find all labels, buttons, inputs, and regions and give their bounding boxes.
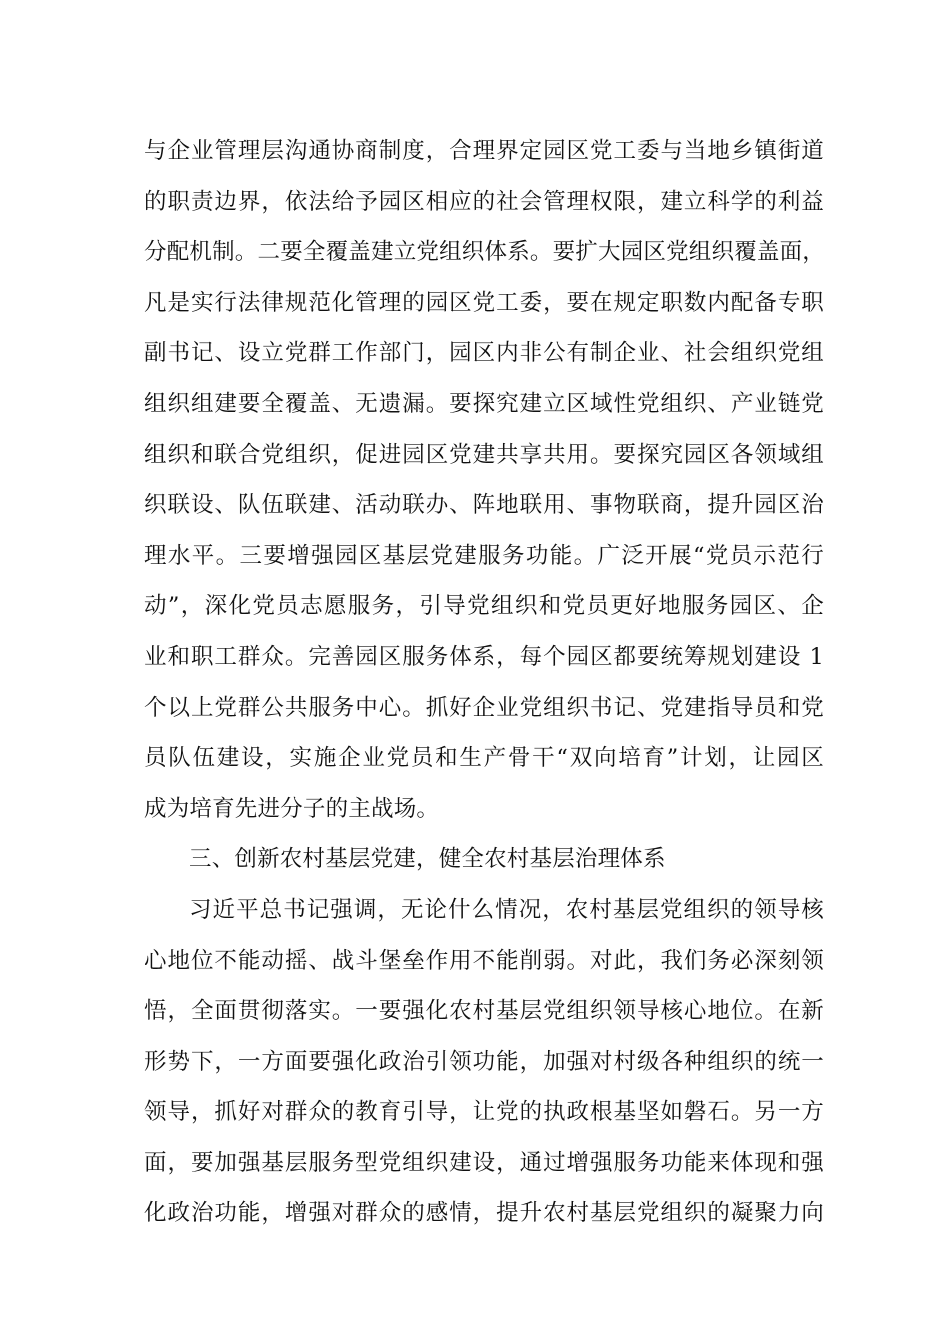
body-text <box>144 126 824 1239</box>
text-line: 副书记、设立党群工作部门，园区内非公有制企业、社会组织党组 <box>144 340 824 367</box>
text-line: 的职责边界，依法给予园区相应的社会管理权限，建立科学的利益 <box>144 188 824 215</box>
text-line: 分配机制。二要全覆盖建立党组织体系。要扩大园区党组织覆盖面， <box>144 239 826 266</box>
text-line: 个以上党群公共服务中心。抓好企业党组织书记、党建指导员和党 <box>144 694 824 721</box>
text-line: 领导，抓好对群众的教育引导，让党的执政根基坚如磐石。另一方 <box>144 1099 824 1126</box>
text-line: 组织和联合党组织，促进园区党建共享共用。要探究园区各领域组 <box>144 441 824 468</box>
text-line: 组织组建要全覆盖、无遗漏。要探究建立区域性党组织、产业链党 <box>144 390 824 417</box>
section-heading: 三、创新农村基层党建，健全农村基层治理体系 <box>189 846 666 873</box>
text-line: 成为培育先进分子的主战场。 <box>144 795 440 822</box>
text-line: 员队伍建设，实施企业党员和生产骨干“双向培育”计划，让园区 <box>144 745 824 772</box>
text-line: 悟，全面贯彻落实。一要强化农村基层党组织领导核心地位。在新 <box>144 998 824 1025</box>
text-line: 习近平总书记强调，无论什么情况，农村基层党组织的领导核 <box>189 896 824 923</box>
text-line: 理水平。三要增强园区基层党建服务功能。广泛开展“党员示范行 <box>144 542 824 569</box>
text-line: 化政治功能，增强对群众的感情，提升农村基层党组织的凝聚力向 <box>144 1200 824 1227</box>
text-line: 面，要加强基层服务型党组织建设，通过增强服务功能来体现和强 <box>144 1149 824 1176</box>
text-line: 形势下，一方面要强化政治引领功能，加强对村级各种组织的统一 <box>144 1048 824 1075</box>
text-line: 凡是实行法律规范化管理的园区党工委，要在规定职数内配备专职 <box>144 289 824 316</box>
text-line: 动”，深化党员志愿服务，引导党组织和党员更好地服务园区、企 <box>144 593 824 620</box>
text-line: 织联设、队伍联建、活动联办、阵地联用、事物联商，提升园区治 <box>144 492 824 519</box>
text-line: 业和职工群众。完善园区服务体系，每个园区都要统筹规划建设 1 <box>144 643 824 670</box>
text-line: 与企业管理层沟通协商制度，合理界定园区党工委与当地乡镇街道 <box>144 138 824 164</box>
text-line: 心地位不能动摇、战斗堡垒作用不能削弱。对此，我们务必深刻领 <box>144 947 824 974</box>
